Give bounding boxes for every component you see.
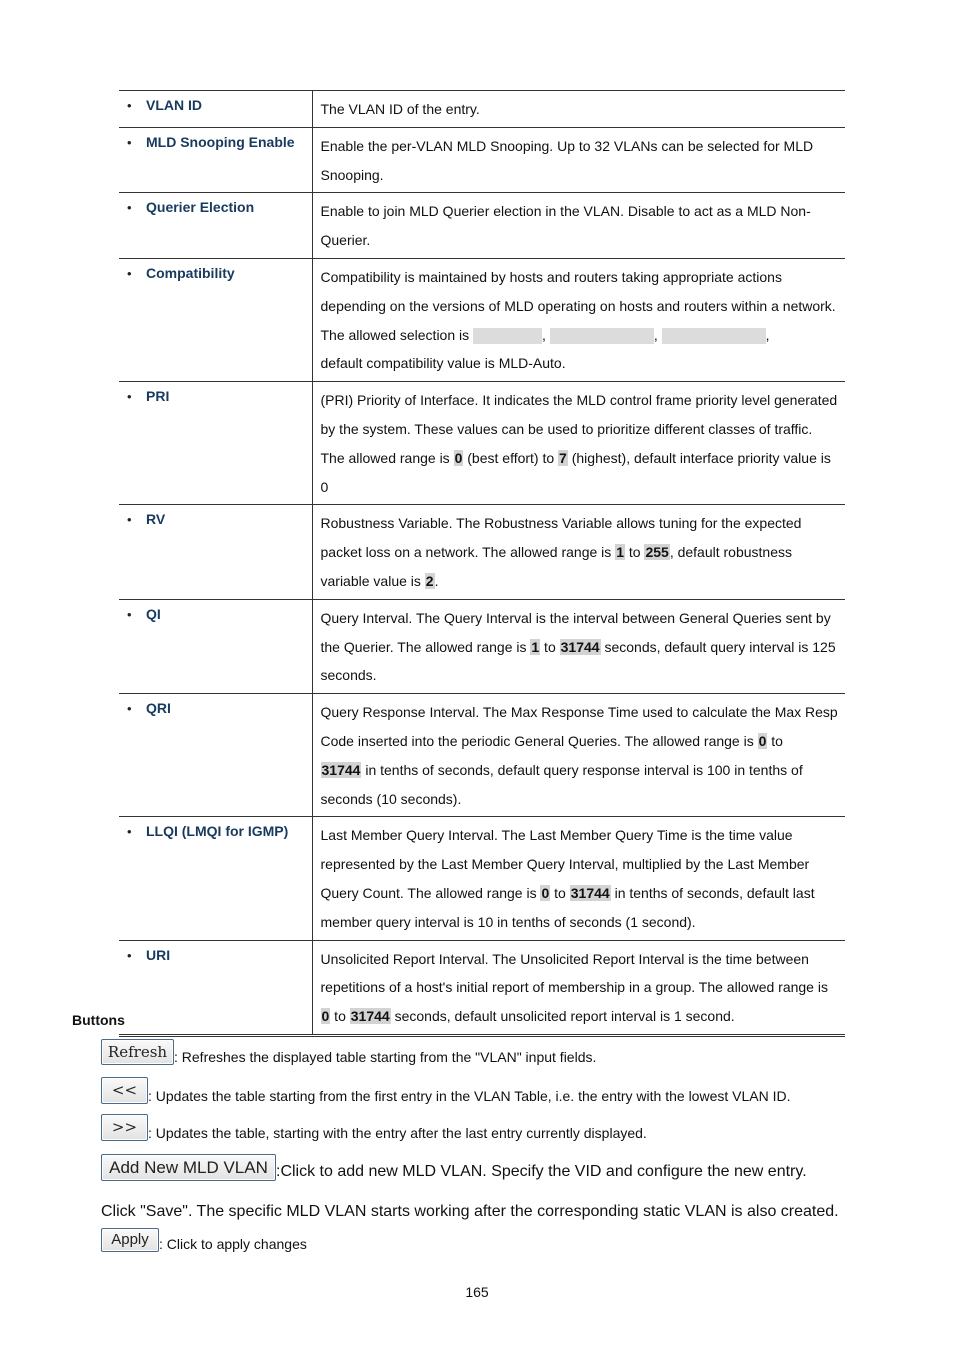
apply-row [101,1228,307,1252]
description-text: to [624,544,645,561]
parameter-name-cell [119,505,312,599]
parameter-description [312,193,845,259]
description-text: Enable to join MLD Querier election in the VLAN. Disable to act as a MLD Non-Querier. [320,203,811,249]
parameter-description [312,382,845,505]
refresh-button[interactable]: Refresh [101,1039,174,1065]
parameter-row [119,694,845,817]
parameter-description [312,940,845,1035]
parameter-description [312,505,845,599]
next-page-description: : Updates the table, starting with the entry after the last entry currently displayed. [148,1125,647,1141]
description-text: , [765,326,770,343]
bullet-icon: • [127,134,132,150]
bullet-icon: • [127,701,132,717]
highlighted-value: 31744 [570,884,610,901]
parameter-description [312,258,845,381]
description-text: Query Interval. The Query Interval is the interval between General Queries sent by the Querier. The allowed range is [320,609,831,655]
bullet-icon: • [127,265,132,281]
description-text: seconds, default unsolicited report interval is 1 second. [390,1008,735,1025]
bullet-icon: • [127,98,132,113]
parameter-name: VLAN ID [146,97,202,113]
highlighted-value: 31744 [321,761,361,778]
redacted-option [550,328,654,344]
parameter-name: LLQI (LMQI for IGMP) [146,823,289,840]
parameter-row [119,258,845,381]
description-text: to [550,884,570,901]
page-number: 165 [465,1284,489,1300]
add-new-mld-vlan-description: :Click to add new MLD VLAN. Specify the VID and configure the new entry. [276,1163,807,1180]
parameter-name-cell [119,817,312,940]
refresh-description: : Refreshes the displayed table starting from the "VLAN" input fields. [174,1049,597,1065]
add-mld-vlan-row [101,1154,807,1181]
bullet-icon: • [127,606,132,622]
description-text: , [542,326,550,343]
parameter-name-cell [119,258,312,381]
bullet-icon: • [127,200,132,216]
highlighted-value: 0 [758,732,767,749]
parameter-name-cell [119,91,312,128]
parameter-description [312,694,845,817]
parameter-name: QI [146,605,161,622]
parameter-description [312,91,845,128]
highlighted-value: 7 [559,449,567,466]
description-text: Enable the per-VLAN MLD Snooping. Up to 32 VLANs can be selected for MLD Snooping. [320,137,814,183]
highlighted-value: 2 [425,572,434,589]
save-note: Click "Save". The specific MLD VLAN starts working after the corresponding static VLAN is also created. [101,1203,839,1220]
first-page-row [101,1077,791,1104]
add-new-mld-vlan-button[interactable]: Add New MLD VLAN [101,1154,276,1181]
description-text: Robustness Variable. The Robustness Variable allows tuning for the expected packet loss on a network. The allowed range is [320,515,802,561]
highlighted-value: 255 [645,544,669,561]
bullet-icon: • [127,824,132,840]
highlighted-value: 1 [531,638,540,655]
parameter-name-cell [119,599,312,693]
description-text: to [330,1008,350,1025]
parameter-row [119,599,845,693]
parameter-name-cell [119,382,312,505]
bullet-icon: • [127,512,132,528]
description-text: , [653,326,662,343]
parameter-name: Compatibility [146,264,235,281]
parameter-name: RV [146,511,166,528]
description-text: Query Response Interval. The Max Response Time used to calculate the Max Resp Code inserted into the periodic General Queries. The allowed range is [320,704,838,749]
description-text: (best effort) to [463,449,559,466]
parameter-row [119,505,845,599]
parameter-row [119,127,845,193]
parameter-description [312,127,845,193]
next-page-row [101,1114,647,1141]
parameter-row [119,817,845,940]
parameter-table-body [119,91,845,1036]
description-text: , default robustness variable value is [320,544,792,589]
highlighted-value: 0 [541,884,550,901]
parameter-name-cell [119,193,312,259]
refresh-row [101,1039,596,1065]
next-page-button[interactable]: >> [101,1114,148,1141]
parameter-row [119,382,845,505]
first-page-button[interactable]: << [101,1077,148,1104]
parameter-row [119,91,845,128]
description-text: Compatibility is maintained by hosts and routers taking appropriate actions depending on the versions of MLD operating on hosts and routers within a network. The allowed selection is [320,268,836,343]
parameter-description [312,599,845,693]
parameter-name: QRI [146,700,171,717]
buttons-heading: Buttons [72,1012,125,1028]
description-text: to [540,638,560,655]
redacted-option [662,328,766,344]
parameter-name-cell [119,940,312,1035]
parameter-name: PRI [146,388,170,405]
highlighted-value: 31744 [350,1008,390,1025]
description-text: seconds, default query interval is 125 seconds. [320,638,836,684]
redacted-option [473,328,542,344]
description-text: The VLAN ID of the entry. [320,101,480,117]
parameter-row [119,193,845,259]
highlighted-value: 0 [321,1008,330,1025]
parameter-name: Querier Election [146,199,255,216]
description-text: (PRI) Priority of Interface. It indicates the MLD control frame priority level generated by the system. These values can be used to prioritize different classes of traffic. The allowed range is [320,392,838,466]
parameter-name-cell [119,694,312,817]
bullet-icon: • [127,389,132,405]
description-text: Unsolicited Report Interval. The Unsolicited Report Interval is the time between repetitions of a host's initial report of membership in a group. The allowed range is [320,950,828,996]
parameter-name-cell [119,127,312,193]
parameter-description [312,817,845,940]
parameter-name: URI [146,946,171,963]
description-text: to [767,732,783,749]
apply-button[interactable]: Apply [101,1228,159,1252]
description-text: (highest), default interface priority value is 0 [320,449,831,495]
highlighted-value: 1 [616,544,624,561]
description-text: Last Member Query Interval. The Last Member Query Time is the time value represented by the Last Member Query Interval, multiplied by the Last Member Query Count. The allowed range is [320,827,810,901]
parameter-name: MLD Snooping Enable [146,133,295,150]
description-text: default compatibility value is MLD-Auto. [320,355,566,372]
parameter-row [119,940,845,1035]
highlighted-value: 31744 [560,638,600,655]
bullet-icon: • [127,947,132,963]
apply-description: : Click to apply changes [159,1236,307,1252]
description-text: in tenths of seconds, default last member query interval is 10 in tenths of seconds (1 second). [320,884,815,930]
highlighted-value: 0 [454,449,463,466]
first-page-description: : Updates the table starting from the first entry in the VLAN Table, i.e. the entry with the lowest VLAN ID. [148,1088,791,1104]
description-text: in tenths of seconds, default query response interval is 100 in tenths of seconds (10 seconds). [320,761,803,807]
parameter-table [119,90,845,1037]
description-text: . [434,572,439,589]
